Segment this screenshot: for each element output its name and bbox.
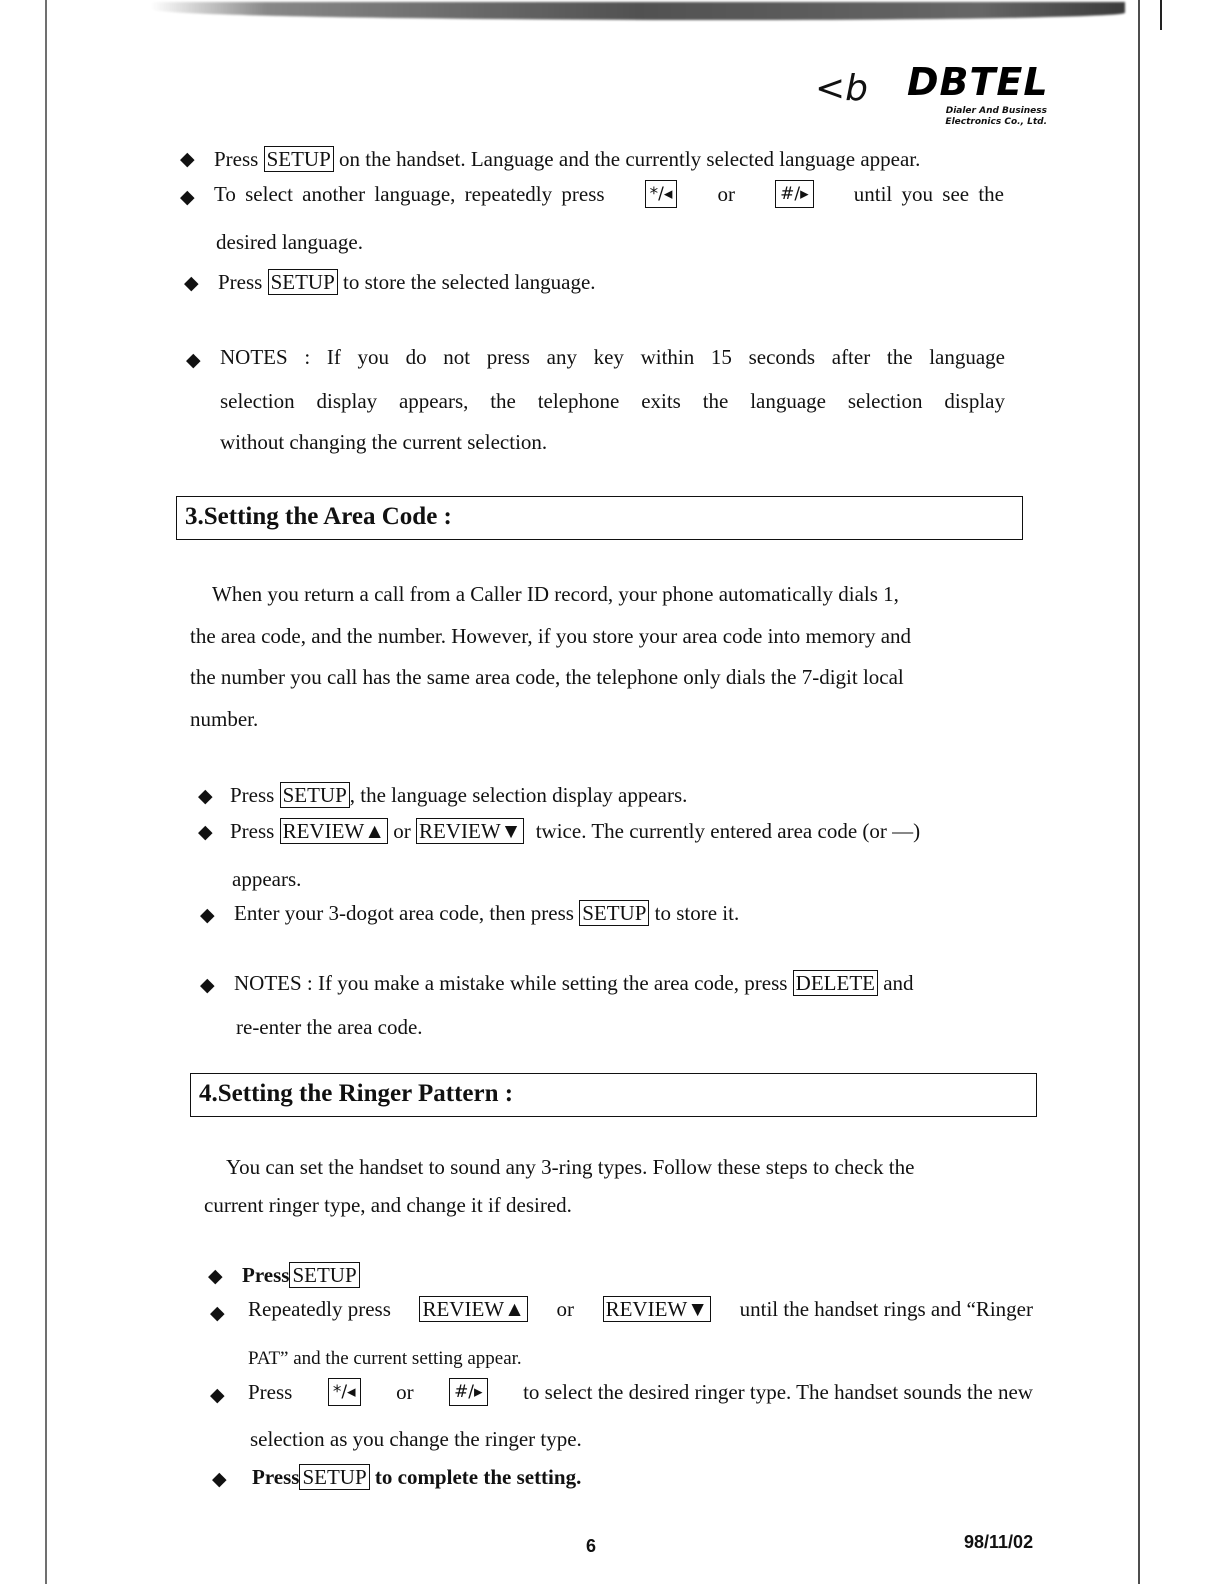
section-title: 3.Setting the Area Code : (185, 503, 452, 530)
ringer-step-2-cont: PAT” and the current setting appear. (248, 1348, 522, 1369)
star-left-key: */◂ (328, 1378, 361, 1406)
setup-key: SETUP (299, 1464, 369, 1490)
bullet-icon: ◆ (212, 1469, 227, 1490)
page-number: 6 (586, 1536, 597, 1556)
section-heading-area-code (176, 496, 1023, 540)
bullet-icon: ◆ (180, 149, 195, 170)
bullet-icon: ◆ (208, 1266, 223, 1287)
language-step-2-cont: desired language. (216, 230, 363, 254)
area-code-step-3: Enter your 3-dogot area code, then press SETUP to store it. (234, 901, 740, 925)
scan-artifact-right-mark (1160, 0, 1162, 30)
ringer-step-1: Press SETUP (242, 1262, 360, 1288)
logo-mark-icon: <b (815, 68, 869, 109)
section-title: 4.Setting the Ringer Pattern : (199, 1080, 514, 1107)
logo-subtitle-line1: Dialer And Business (945, 106, 1047, 116)
ringer-step-2: Repeatedly press REVIEW▲ or REVIEW▼ until the handset rings and “Ringer (248, 1297, 1033, 1321)
area-code-step-2-cont: appears. (232, 867, 302, 891)
setup-key: SETUP (268, 269, 338, 295)
area-code-notes-cont: re-enter the area code. (236, 1015, 423, 1039)
hash-right-key: #/▸ (775, 180, 814, 208)
bullet-icon: ◆ (200, 905, 215, 926)
area-code-intro: When you return a call from a Caller ID record, your phone automatically dials 1, the area code, and the number. However, if you store your area code into memory and the number you call has the same area code, the telephone only dials the 7-digit local number. (190, 582, 912, 731)
bullet-icon: ◆ (210, 1303, 225, 1324)
review-down-key: REVIEW▼ (603, 1296, 711, 1322)
review-down-key: REVIEW▼ (416, 818, 524, 844)
bullet-icon: ◆ (198, 822, 213, 843)
scan-artifact-right-edge (1138, 0, 1140, 1584)
section-heading-ringer-pattern (190, 1073, 1037, 1117)
ringer-step-4: Press SETUP to complete the setting. (252, 1465, 582, 1489)
hash-right-key: #/▸ (449, 1378, 488, 1406)
ringer-step-3: Press */◂ or #/▸ to select the desired ringer type. The handset sounds the new (248, 1380, 1033, 1404)
bullet-icon: ◆ (184, 273, 199, 294)
bullet-icon: ◆ (210, 1385, 225, 1406)
bullet-icon: ◆ (180, 187, 195, 208)
area-code-step-1: Press SETUP , the language selection display appears. (230, 783, 688, 807)
delete-key: DELETE (793, 970, 878, 996)
logo-subtitle-line2: Electronics Co., Ltd. (945, 117, 1047, 127)
logo-name: DBTEL (907, 60, 1049, 104)
setup-key: SETUP (289, 1262, 359, 1288)
scan-artifact-top (150, 2, 1125, 20)
setup-key: SETUP (280, 782, 350, 808)
language-step-3: Press SETUP to store the selected language. (218, 270, 596, 294)
ringer-intro: You can set the handset to sound any 3-ring types. Follow these steps to check the current ringer type, and change it if desired. (204, 1155, 915, 1217)
area-code-notes: NOTES : If you make a mistake while setting the area code, press DELETE and (234, 971, 914, 995)
scan-artifact-left-edge (45, 0, 47, 1584)
setup-key: SETUP (264, 146, 334, 172)
logo-subtitle (907, 106, 1047, 128)
setup-key: SETUP (579, 900, 649, 926)
ringer-step-3-cont: selection as you change the ringer type. (250, 1427, 582, 1451)
star-left-key: */◂ (645, 180, 678, 208)
language-notes: NOTES : If you do not press any key within 15 seconds after the language selection display appears, the telephone exits the language selection display without changing the current selection. (220, 345, 1005, 454)
bullet-icon: ◆ (200, 975, 215, 996)
bullet-icon: ◆ (198, 786, 213, 807)
language-step-2: To select another language, repeatedly press */◂ or #/▸ until you see the (214, 182, 1004, 206)
area-code-step-2: Press REVIEW▲ or REVIEW▼ twice. The currently entered area code (or —) (230, 819, 921, 843)
dbtel-logo (815, 60, 1049, 135)
document-date: 98/11/02 (964, 1532, 1034, 1552)
bullet-icon: ◆ (186, 350, 201, 371)
review-up-key: REVIEW▲ (280, 818, 388, 844)
review-up-key: REVIEW▲ (419, 1296, 527, 1322)
language-step-1: Press SETUP on the handset. Language and the currently selected language appear. (214, 147, 921, 171)
